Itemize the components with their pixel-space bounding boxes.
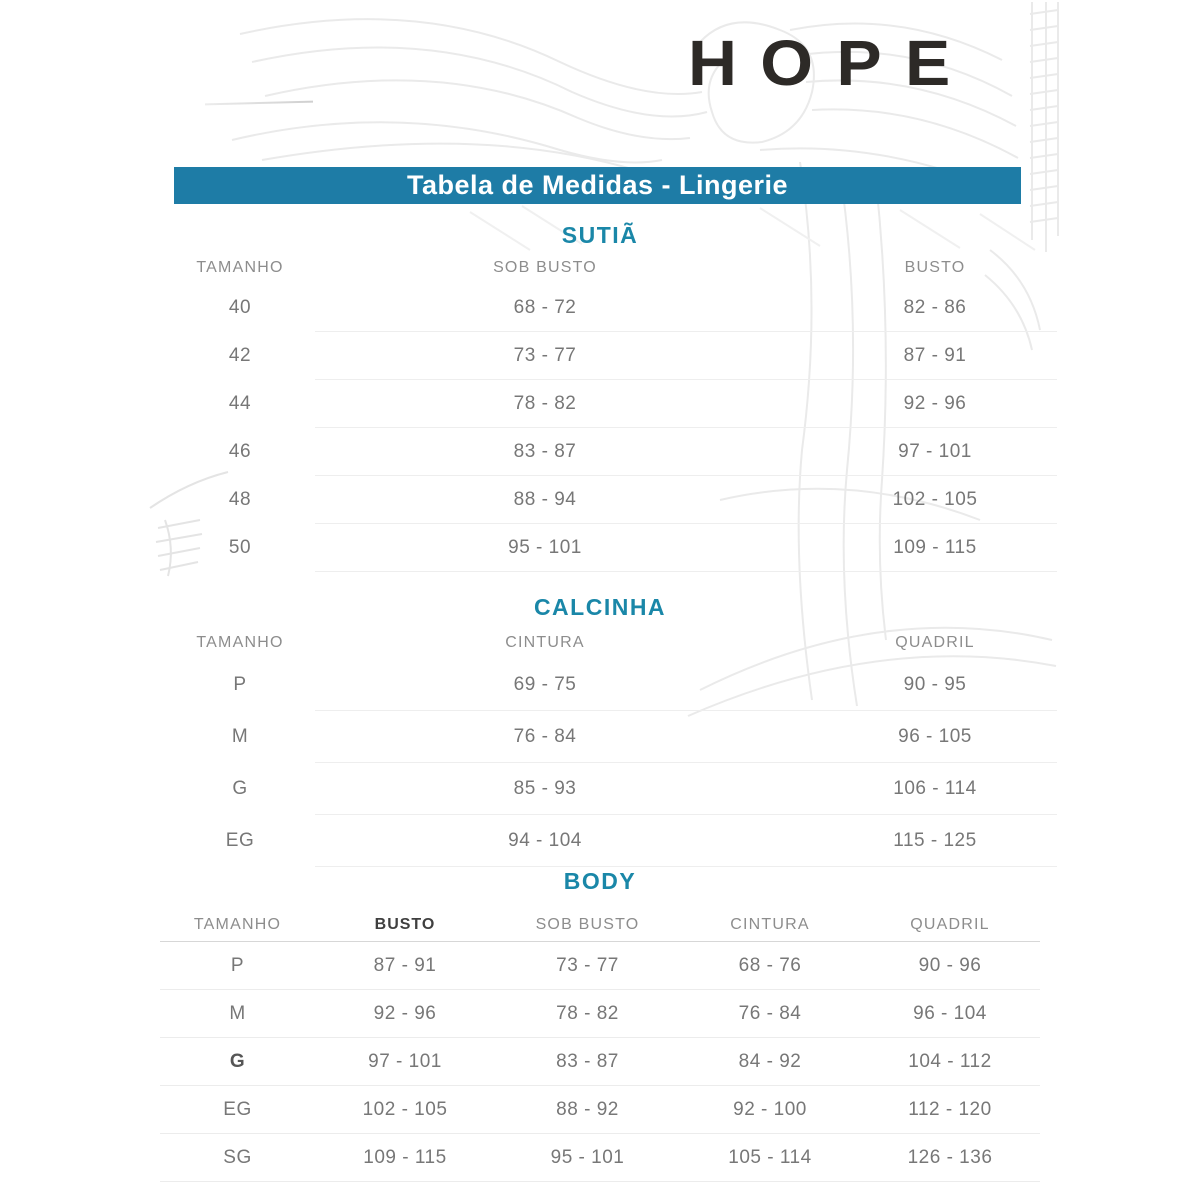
table-row [160,1086,1040,1134]
measure-cell: 90 - 96 [918,954,982,976]
measure-cell: 92 - 96 [903,393,967,414]
table-sutia [175,252,1085,572]
table-body [160,909,1040,1182]
section-heading-body: BODY [563,868,637,894]
measure-cell: 106 - 114 [893,778,977,799]
measure-cell: 85 - 93 [513,778,577,799]
measure-cell: 96 - 105 [898,726,972,747]
size-cell: M [231,726,249,747]
table-header-row [175,627,1085,659]
brand-logo: HOPE [688,27,974,99]
measure-cell: 92 - 96 [373,1002,437,1024]
measure-cell: 83 - 87 [556,1050,619,1072]
column-header-tamanho: TAMANHO [193,916,282,933]
measure-cell: 78 - 82 [556,1002,619,1024]
measure-cell: 95 - 101 [550,1146,625,1168]
measure-cell: 76 - 84 [738,1002,802,1024]
column-header-busto: BUSTO [904,259,966,276]
table-row [175,476,1085,524]
table-row [175,380,1085,428]
decorative-line [205,101,313,106]
column-header-quadril: QUADRIL [895,634,975,651]
table-row [175,815,1085,867]
size-cell: 44 [228,393,252,414]
size-cell: M [229,1002,246,1024]
measure-cell: 112 - 120 [908,1098,992,1120]
size-cell: G [229,1050,246,1072]
measure-cell: 95 - 101 [508,537,582,558]
size-cell: G [232,778,248,799]
table-row [160,942,1040,990]
measure-cell: 115 - 125 [893,830,977,851]
measure-cell: 94 - 104 [508,830,582,851]
column-header-quadril: QUADRIL [910,916,990,933]
measure-cell: 105 - 114 [728,1146,812,1168]
measure-cell: 76 - 84 [513,726,577,747]
measure-cell: 68 - 76 [738,954,802,976]
measure-cell: 83 - 87 [513,441,577,462]
measure-cell: 102 - 105 [892,489,978,510]
size-cell: 48 [228,489,252,510]
table-row [175,428,1085,476]
table-row [175,332,1085,380]
measure-cell: 68 - 72 [513,297,577,318]
measure-cell: 126 - 136 [907,1146,993,1168]
measure-cell: 97 - 101 [898,441,972,462]
measure-cell: 88 - 92 [556,1098,619,1120]
banner-title: Tabela de Medidas - Lingerie [406,170,789,200]
table-row [175,524,1085,572]
measure-cell: 84 - 92 [738,1050,802,1072]
section-heading-calcinha: CALCINHA [533,594,667,620]
table-calcinha [175,627,1085,867]
measure-cell: 88 - 94 [513,489,577,510]
size-cell: P [233,674,247,695]
measure-cell: 90 - 95 [903,674,967,695]
table-row [175,659,1085,711]
measure-cell: 87 - 91 [903,345,967,366]
measure-cell: 104 - 112 [908,1050,992,1072]
table-row [175,284,1085,332]
size-cell: EG [225,830,255,851]
measure-cell: 109 - 115 [363,1146,447,1168]
table-header-row [175,252,1085,284]
column-header-cintura: CINTURA [505,634,585,651]
column-header-tamanho: TAMANHO [196,259,284,276]
size-cell: 42 [228,345,252,366]
measure-cell: 73 - 77 [513,345,577,366]
table-row [160,1038,1040,1086]
measure-cell: 78 - 82 [513,393,577,414]
column-header-sob-busto: SOB BUSTO [493,259,597,276]
measure-cell: 96 - 104 [913,1002,987,1024]
measure-cell: 102 - 105 [362,1098,448,1120]
section-heading-sutia: SUTIÃ [561,222,639,248]
table-row [160,990,1040,1038]
size-cell: EG [223,1098,252,1120]
measure-cell: 92 - 100 [733,1098,807,1120]
column-header-cintura: CINTURA [730,916,810,933]
table-row [160,1134,1040,1182]
column-header-tamanho: TAMANHO [196,634,284,651]
measure-cell: 69 - 75 [513,674,577,695]
measure-cell: 97 - 101 [368,1050,442,1072]
table-row [175,711,1085,763]
measure-cell: 73 - 77 [556,954,619,976]
measure-cell: 109 - 115 [893,537,977,558]
size-cell: 46 [228,441,252,462]
size-cell: 40 [228,297,252,318]
table-row [175,763,1085,815]
measure-cell: 82 - 86 [903,297,967,318]
table-header-row [160,909,1040,942]
banner [174,167,1021,204]
size-cell: SG [223,1146,252,1168]
column-header-busto: BUSTO [374,916,436,933]
measure-cell: 87 - 91 [373,954,437,976]
size-cell: 50 [228,537,252,558]
size-cell: P [230,954,245,976]
column-header-sob-busto: SOB BUSTO [535,916,640,933]
